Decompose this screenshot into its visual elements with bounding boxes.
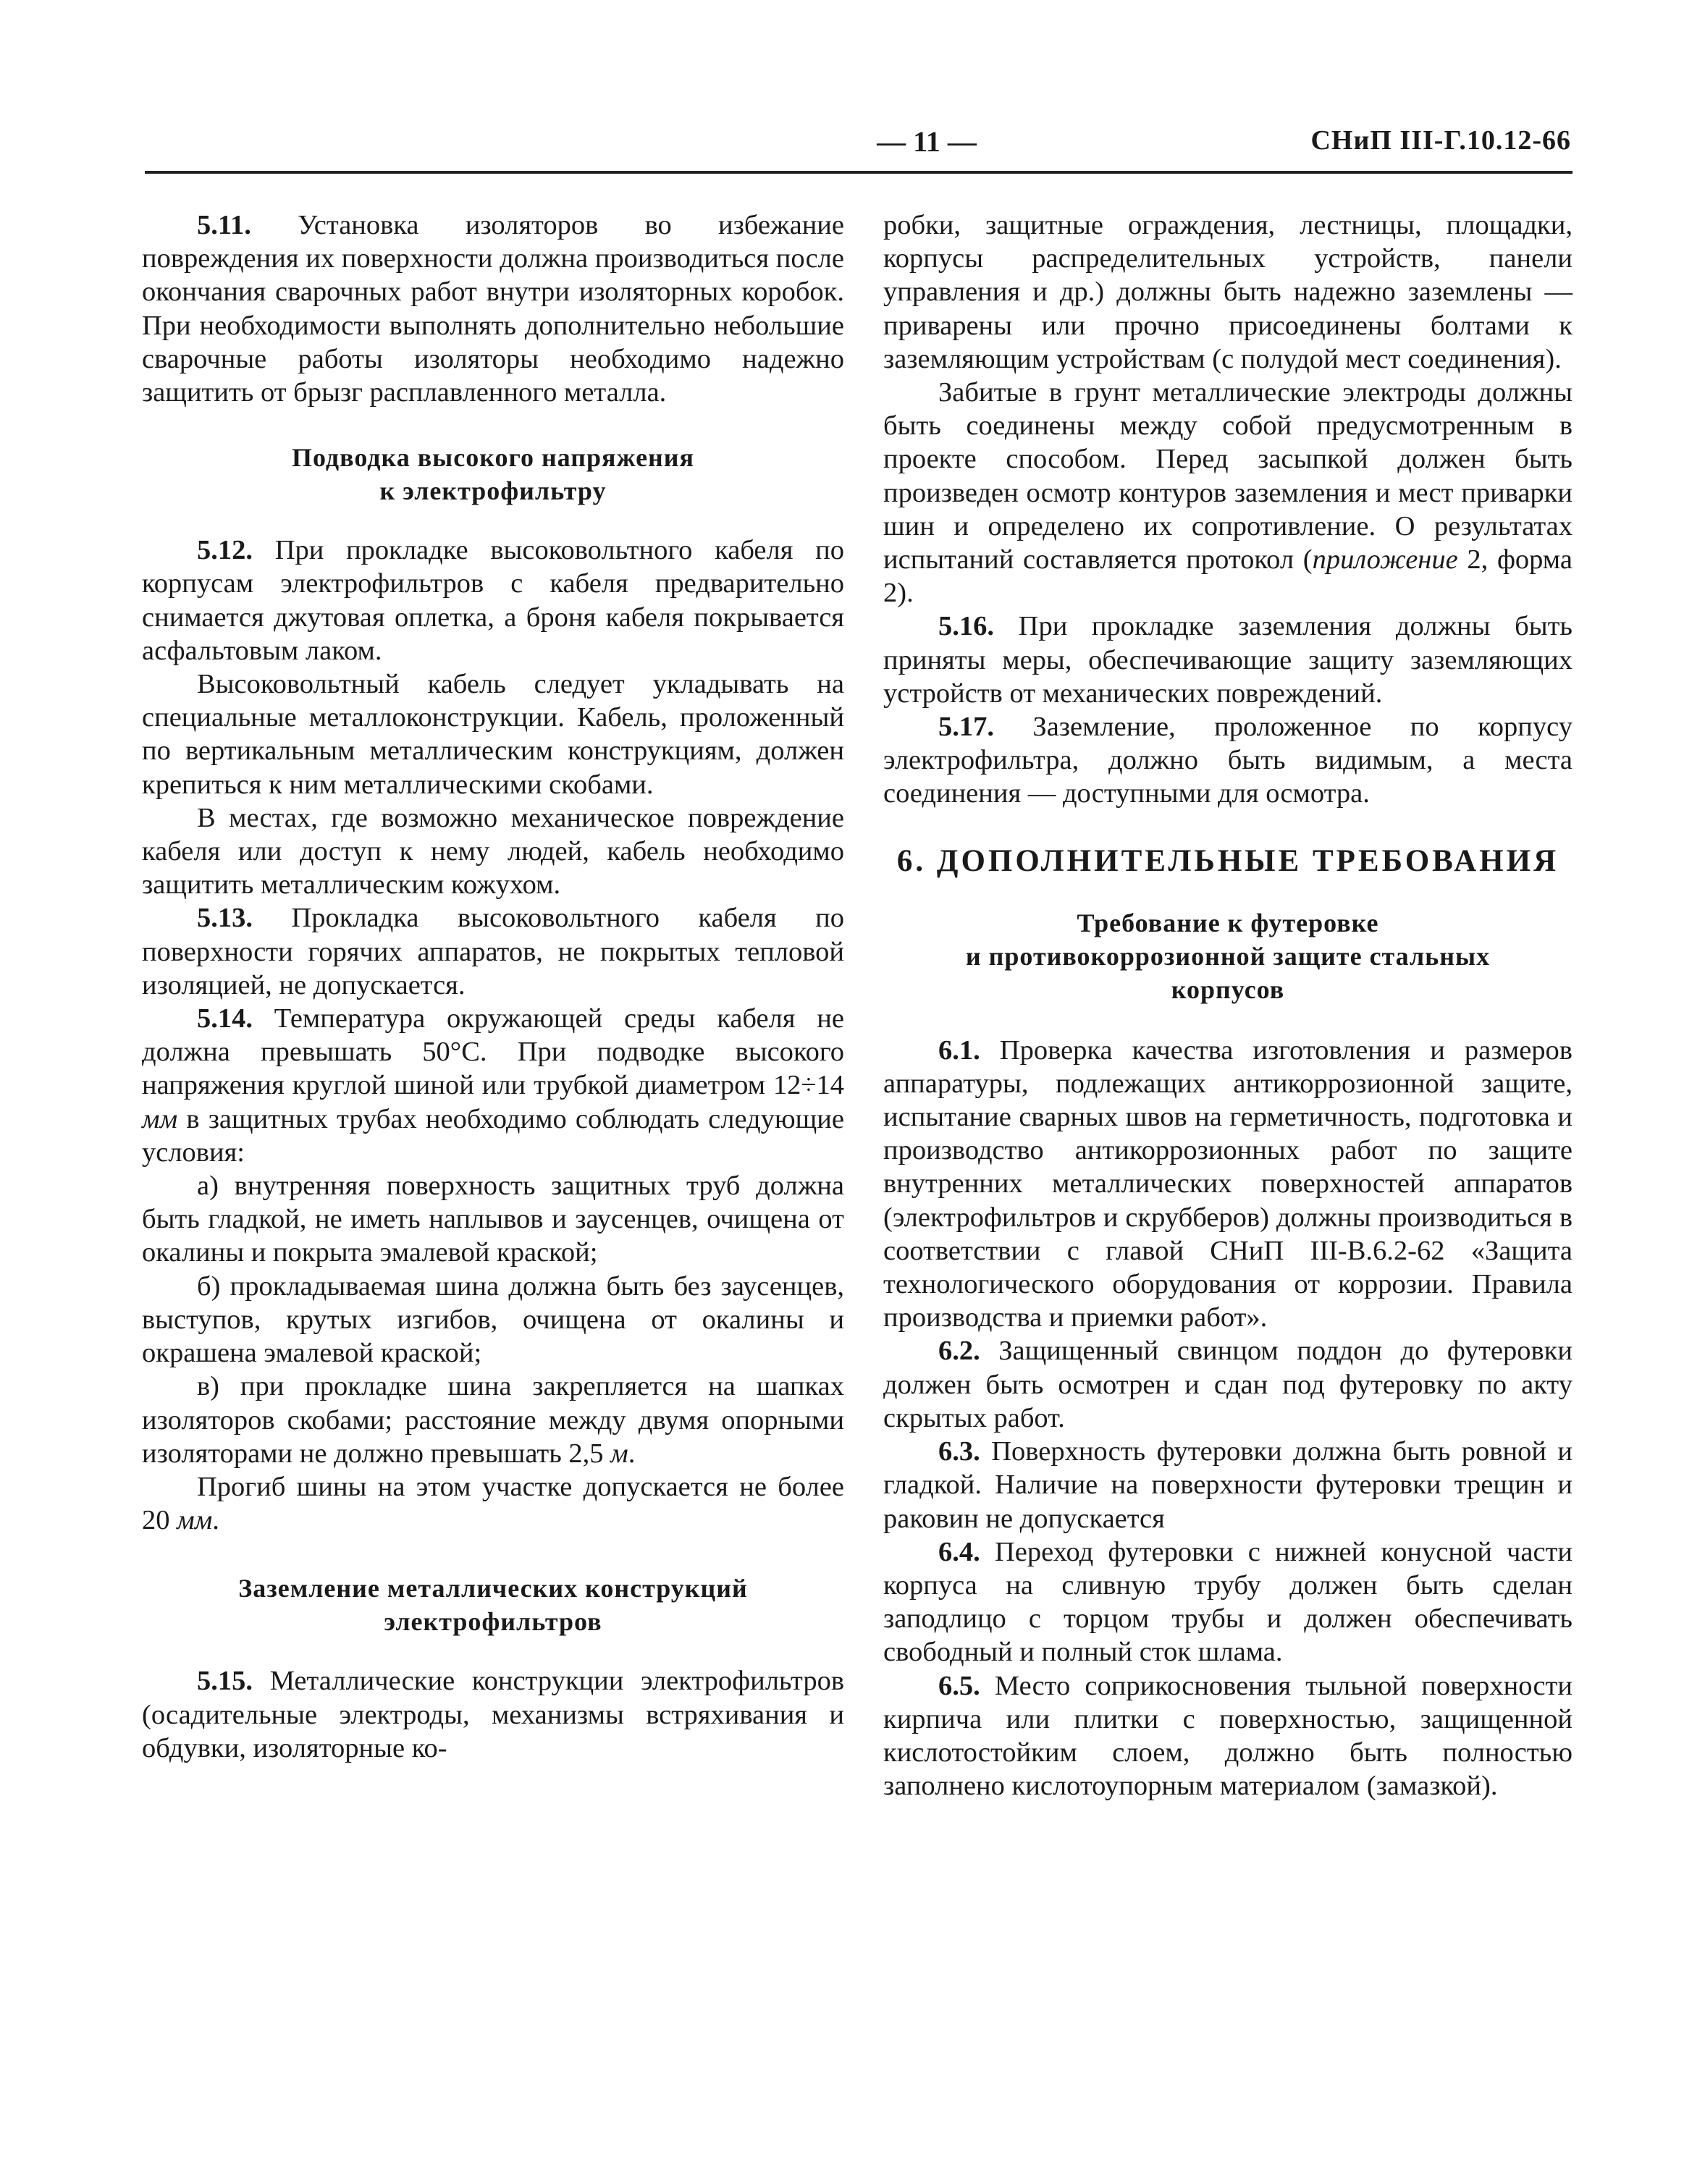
clause-6-3	[883, 1435, 1573, 1535]
list-item-v	[142, 1370, 844, 1470]
clause-6-1	[883, 1034, 1573, 1335]
paragraph-deflection	[142, 1470, 844, 1537]
clause-text: Проверка качества изготовления и размеров аппаратуры, подлежащих антикоррозионной защите, испытание сварных швов на герметичность, подготовка и производство антикоррозионных работ по защите внутренних металлических поверхностей аппаратов (электрофильтров и скрубберов) должны производиться в соответствии с главой СНиП III-В.6.2-62 «Защита технологического оборудования от коррозии. Правила производства и приемки работ».	[883, 1034, 1573, 1333]
clause-number: 5.15.	[197, 1666, 253, 1697]
clause-text: Прокладка высоковольтного кабеля по поверхности горячих аппаратов, не покрытых тепловой изоляцией, не допускается.	[142, 903, 844, 1000]
list-item-a: а) внутренняя поверхность защитных труб должна быть гладкой, не иметь наплывов и заусенцев, очищена от окалины и покрыта эмалевой краской;	[142, 1171, 844, 1268]
clause-text: Защищенный свинцом поддон до футеровки должен быть осмотрен и сдан под футеровку по акту скрытых работ.	[883, 1336, 1573, 1433]
page-header	[145, 125, 1571, 168]
paragraph: Высоковольтный кабель следует укладывать на специальные металлоконструкции. Кабель, проложенный по вертикальным металлическим конструкциям, должен крепиться к ним металлическими скобами.	[142, 669, 844, 800]
paragraph: В местах, где возможно механическое повреждение кабеля или доступ к нему людей, кабель необходимо защитить металлическим кожухом.	[142, 802, 844, 901]
clause-5-15	[142, 1664, 844, 1765]
subheading-high-voltage	[142, 441, 844, 507]
subheading-line: Заземление металлических конструкций	[238, 1574, 748, 1603]
clause-5-15-continued: робки, защитные ограждения, лестницы, площадки, корпусы распределительных устройств, панели управления и др.) должны быть надежно заземлены — приварены или прочно присоединены болтами к заземляющим устройствам (с полудой мест соединения).	[883, 210, 1573, 374]
clause-number: 6.1.	[938, 1034, 980, 1066]
clause-text: Переход футеровки с нижней конусной части корпуса на сливную трубу должен быть сделан заподлицо с торцом трубы и должен обеспечивать свободный и полный сток шлама.	[883, 1536, 1573, 1668]
left-column	[142, 208, 844, 1765]
clause-number: 5.12.	[197, 535, 253, 566]
clause-5-13	[142, 901, 844, 1002]
clause-text: Температура окружающей среды кабеля не должна превышать 50°С. При подводке высокого напряжения круглой шиной или трубкой диаметром 12÷14	[142, 1003, 844, 1101]
clause-number: 5.17.	[938, 712, 994, 743]
clause-text: Металлические конструкции электрофильтров (осадительные электроды, механизмы встряхивания и обдувки, изоляторные ко-	[142, 1666, 844, 1763]
subheading-lining	[883, 906, 1573, 1006]
clause-5-12	[142, 534, 844, 667]
clause-text: в защитных трубах необходимо соблюдать следующие условия:	[142, 1103, 844, 1168]
header-rule	[145, 171, 1573, 174]
document-code: СНиП III-Г.10.12-66	[1310, 125, 1571, 156]
list-item-b: б) прокладываемая шина должна быть без заусенцев, выступов, крутых изгибов, очищена от окалины и окрашена эмалевой краской;	[142, 1270, 844, 1369]
clause-text: Установка изоляторов во избежание повреждения их поверхности должна производиться после окончания сварочных работ внутри изоляторных коробок. При необходимости выполнять дополнительно небольшие сварочные работы изоляторы необходимо надежно защитить от брызг расплавленного металла.	[142, 210, 844, 408]
clause-number: 5.16.	[938, 611, 994, 642]
subheading-line: Требование к футеровке	[1077, 908, 1379, 937]
clause-number: 5.14.	[197, 1003, 253, 1034]
paragraph-text: Прогиб шины на этом участке допускается не более 20	[142, 1471, 844, 1536]
clause-6-4	[883, 1535, 1573, 1669]
subheading-line: Подводка высокого напряжения	[291, 443, 695, 473]
page-number: — 11 —	[877, 125, 977, 158]
clause-number: 6.3.	[938, 1436, 980, 1467]
clause-text: При прокладке заземления должны быть приняты меры, обеспечивающие защиту заземляющих устройств от механических повреждений.	[883, 611, 1573, 709]
subheading-line: электрофильтров	[384, 1607, 602, 1637]
clause-5-14	[142, 1002, 844, 1169]
clause-number: 5.13.	[197, 903, 253, 934]
clause-6-2	[883, 1334, 1573, 1435]
clause-number: 5.11.	[197, 210, 251, 240]
punctuation: .	[628, 1438, 636, 1469]
clause-text: Место соприкосновения тыльной поверхности кирпича или плитки с поверхностью, защищенной кислотостойким слоем, должно быть полностью заполнено кислотоупорным материалом (замазкой).	[883, 1670, 1573, 1802]
subheading-grounding	[142, 1572, 844, 1638]
clause-text: Поверхность футеровки должна быть ровной и гладкой. Наличие на поверхности футеровки трещин и раковин не допускается	[883, 1436, 1573, 1534]
clause-number: 6.5.	[938, 1670, 980, 1701]
italic-reference: приложение	[1312, 544, 1458, 575]
unit: м	[610, 1438, 628, 1469]
clause-text: При прокладке высоковольтного кабеля по корпусам электрофильтров с кабеля предварительно снимается джутовая оплетка, а броня кабеля покрывается асфальтовым лаком.	[142, 535, 844, 666]
clause-number: 6.2.	[938, 1336, 980, 1367]
unit: мм	[177, 1505, 213, 1536]
clause-text: Заземление, проложенное по корпусу электрофильтра, должно быть видимым, а места соединения — доступными для осмотра.	[883, 712, 1573, 809]
unit: мм	[142, 1103, 178, 1134]
punctuation: .	[212, 1505, 219, 1536]
section-heading-6: 6. ДОПОЛНИТЕЛЬНЫЕ ТРЕБОВАНИЯ	[896, 843, 1559, 878]
clause-6-5	[883, 1669, 1573, 1803]
clause-number: 6.4.	[938, 1536, 980, 1567]
subheading-line: корпусов	[1171, 974, 1285, 1004]
paragraph-electrodes	[883, 376, 1573, 610]
clause-5-16	[883, 610, 1573, 710]
item-text: в) при прокладке шина закрепляется на шапках изоляторов скобами; расстояние между двумя опорными изоляторами не должно превышать 2,5	[142, 1371, 844, 1469]
right-column	[883, 208, 1573, 1803]
clause-5-11	[142, 208, 844, 409]
paragraph-text: 2, форма 2).	[883, 544, 1573, 609]
subheading-line: к электрофильтру	[379, 476, 607, 506]
paragraph-text: Забитые в грунт металлические электроды должны быть соединены между собой предусмотренным в проекте способом. Перед засыпкой должен быть произведен осмотр контуров заземления и мест приварки шин и определено их сопротивление. О результатах испытаний составляется протокол (	[883, 377, 1573, 575]
subheading-line: и противокоррозионной защите стальных	[965, 941, 1491, 971]
clause-5-17	[883, 710, 1573, 811]
